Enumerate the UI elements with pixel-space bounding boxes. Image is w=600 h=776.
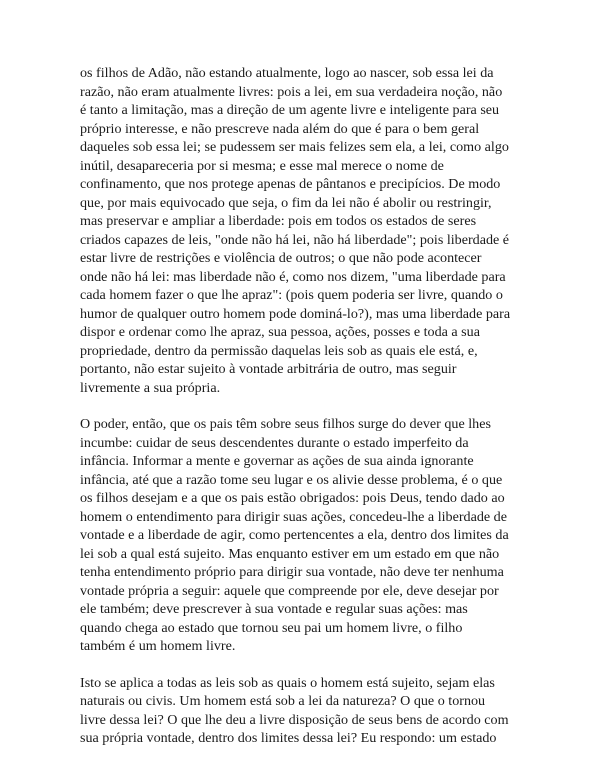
text-line: também é um homem livre. xyxy=(80,638,236,654)
text-line: sua própria vontade, dentro dos limites dessa lei? Eu respondo: um estado xyxy=(80,730,497,746)
text-line: inútil, desapareceria por si mesma; e esse mal merece o nome de xyxy=(80,157,444,174)
text-line: ele também; deve prescrever à sua vontade e regular suas ações: mas xyxy=(80,601,468,617)
text-line: O poder, então, que os pais têm sobre seus filhos surge do dever que lhes xyxy=(80,416,491,432)
text-line: portanto, não estar sujeito à vontade arbitrária de outro, mas seguir xyxy=(80,361,457,377)
text-line: Isto se aplica a todas as leis sob as quais o homem está sujeito, sejam elas xyxy=(80,674,495,691)
text-line: onde não há lei: mas liberdade não é, como nos dizem, "uma liberdade para xyxy=(80,268,506,285)
paragraph-2 xyxy=(80,415,532,656)
text-line: infância, até que a razão tome seu lugar e os alivie desse problema, é o que xyxy=(80,471,503,488)
paragraph-1 xyxy=(80,64,532,397)
text-line: mas preservar e ampliar a liberdade: pois em todos os estados de seres xyxy=(80,213,477,229)
text-line: livremente a sua própria. xyxy=(80,379,221,396)
text-line: humor de qualquer outro homem pode dominá-lo?), mas uma liberdade para xyxy=(80,305,511,322)
text-line: incumbe: cuidar de seus descendentes durante o estado imperfeito da xyxy=(80,434,469,451)
text-line: dispor e ordenar como lhe apraz, sua pessoa, ações, posses e toda a sua xyxy=(80,324,480,340)
text-line: confinamento, que nos protege apenas de pântanos e precipícios. De modo xyxy=(80,176,501,192)
text-line: daqueles sob essa lei; se pudessem ser mais felizes sem ela, a lei, como algo xyxy=(80,139,509,155)
text-line: livre dessa lei? O que lhe deu a livre disposição de seus bens de acordo com xyxy=(80,711,509,728)
text-line: razão, não eram atualmente livres: pois a lei, em sua verdadeira noção, não xyxy=(80,83,503,100)
text-line: que, por mais equivocado que seja, o fim da lei não é abolir ou restringir, xyxy=(80,194,492,211)
text-line: os filhos de Adão, não estando atualmente, logo ao nascer, sob essa lei da xyxy=(80,65,494,81)
text-line: infância. Informar a mente e governar as ações de sua ainda ignorante xyxy=(80,453,474,469)
text-line: quando chega ao estado que tornou seu pai um homem livre, o filho xyxy=(80,619,463,636)
text-line: criados capazes de leis, "onde não há lei, não há liberdade"; pois liberdade é xyxy=(80,231,510,248)
text-line: próprio interesse, e não prescreve nada além do que é para o bem geral xyxy=(80,120,480,137)
text-line: homem o entendimento para dirigir suas ações, concedeu-lhe a liberdade de xyxy=(80,508,507,525)
text-line: cada homem fazer o que lhe apraz": (pois quem poderia ser livre, quando o xyxy=(80,287,503,303)
text-line: lei sob a qual está sujeito. Mas enquanto estiver em um estado em que não xyxy=(80,545,500,562)
text-line: tenha entendimento próprio para dirigir sua vontade, não deve ter nenhuma xyxy=(80,564,504,580)
text-line: naturais ou civis. Um homem está sob a lei da natureza? O que o tornou xyxy=(80,693,486,709)
text-line: os filhos desejam e a que os pais estão obrigados: pois Deus, tendo dado ao xyxy=(80,490,505,506)
paragraph-3 xyxy=(80,674,532,748)
text-line: estar livre de restrições e violência de outros; o que não pode acontecer xyxy=(80,250,482,266)
text-line: vontade e a liberdade de agir, como pertencentes a ela, dentro dos limites da xyxy=(80,527,509,543)
text-line: propriedade, dentro da permissão daquelas leis sob as quais ele está, e, xyxy=(80,342,478,359)
text-line: é tanto a limitação, mas a direção de um agente livre e inteligente para seu xyxy=(80,102,500,118)
text-line: vontade própria a seguir: aquele que compreende por ele, deve desejar por xyxy=(80,582,499,599)
